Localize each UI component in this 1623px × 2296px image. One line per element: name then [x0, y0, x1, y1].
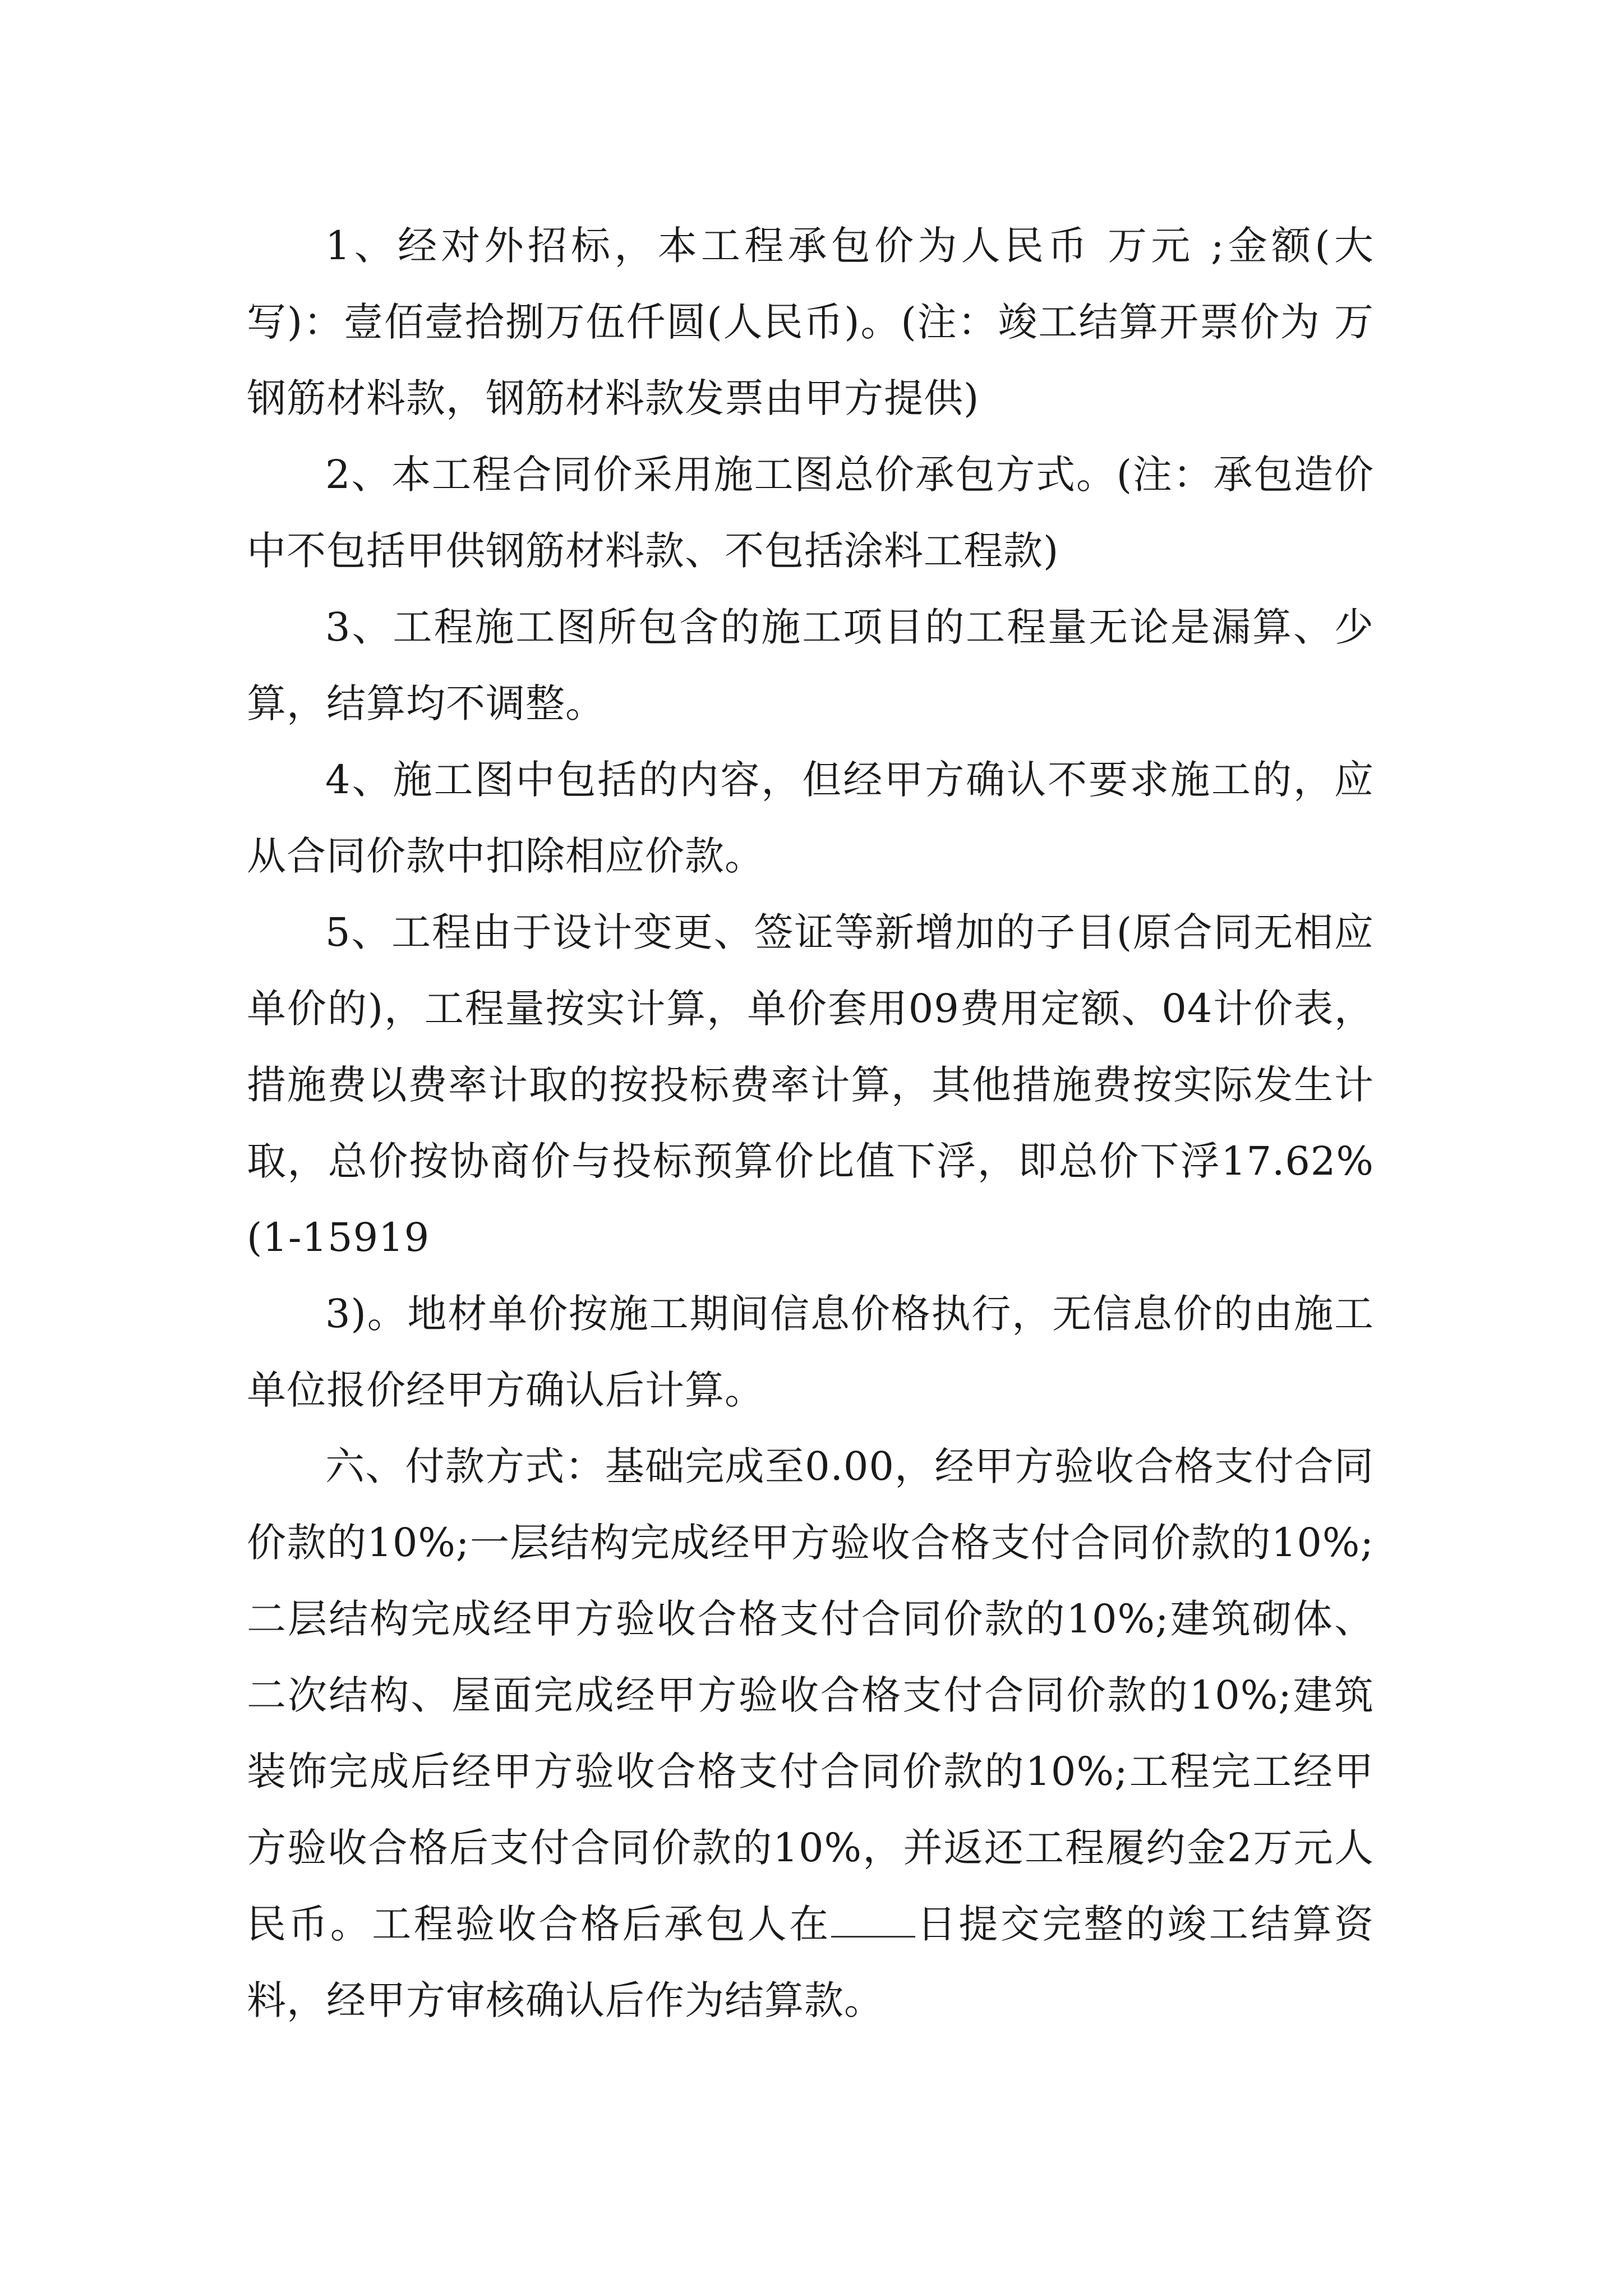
paragraph-3: 3、工程施工图所包含的施工项目的工程量无论是漏算、少算，结算均不调整。: [247, 604, 1374, 726]
paragraph-1: 1、经对外招标，本工程承包价为人民币 万元 ;金额(大写)：壹佰壹拾捌万伍仟圆(人民币)。(注：竣工结算开票价为 万钢筋材料款，钢筋材料款发票由甲方提供): [247, 223, 1374, 421]
paragraph-7: [247, 1428, 1374, 2039]
fill-in-blank: [831, 1902, 915, 1938]
paragraph-6: 3)。地材单价按施工期间信息价格执行，无信息价的由施工单位报价经甲方确认后计算。: [247, 1291, 1374, 1413]
paragraph-7-text-before-blank: 六、付款方式：基础完成至0.00，经甲方验收合格支付合同价款的10%;一层结构完成经甲方验收合格支付合同价款的10%;二层结构完成经甲方验收合格支付合同价款的10%;建筑砌体、二次结构、屋面完成经甲方验收合格支付合同价款的10%;建筑装饰完成后经甲方验收合格支付合同价款的10%;工程完工经甲方验收合格后支付合同价款的10%，并返还工程履约金2万元人民币。工程验收合格后承包人在: [247, 1443, 1374, 1947]
document-body: [247, 208, 1374, 2039]
paragraph-4: 4、施工图中包括的内容，但经甲方确认不要求施工的，应从合同价款中扣除相应价款。: [247, 757, 1374, 879]
paragraph-5: 5、工程由于设计变更、签证等新增加的子目(原合同无相应单价的)，工程量按实计算，单价套用09费用定额、04计价表，措施费以费率计取的按投标费率计算，其他措施费按实际发生计取，总价按协商价与投标预算价比值下浮，即总价下浮17.62%(1-15919: [247, 909, 1374, 1260]
paragraph-7-text-after-blank: 日提交完整的竣工结算资料，经甲方审核确认后作为结算款。: [247, 1901, 1375, 2023]
paragraph-2: 2、本工程合同价采用施工图总价承包方式。(注：承包造价中不包括甲供钢筋材料款、不包括涂料工程款): [247, 452, 1374, 574]
